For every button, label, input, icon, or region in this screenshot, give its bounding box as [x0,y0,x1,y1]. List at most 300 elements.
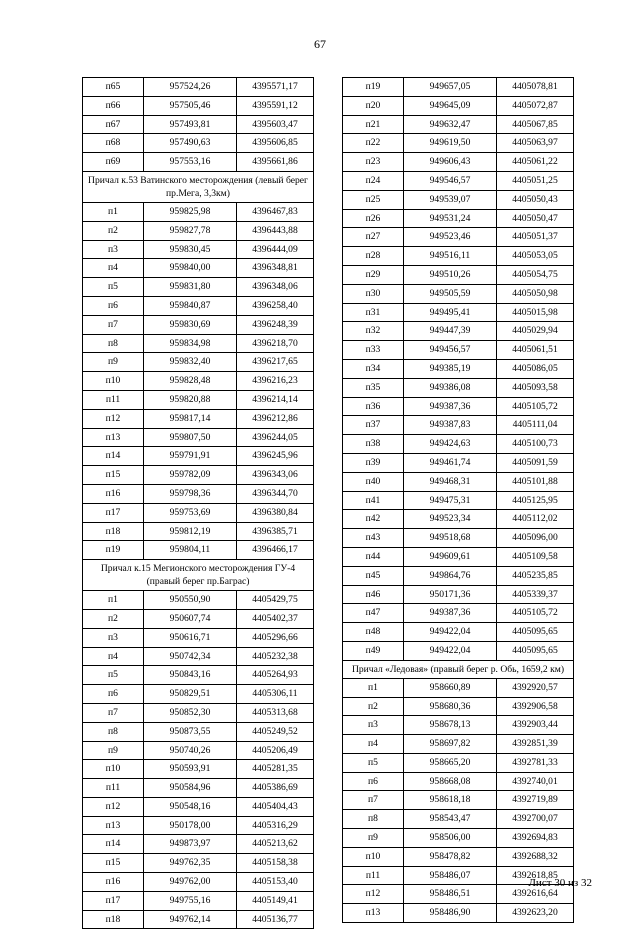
y-coordinate-cell: 4392851,39 [497,735,574,754]
y-coordinate-cell: 4405109,58 [497,547,574,566]
table-row [343,585,574,604]
point-id-cell: п7 [343,791,404,810]
sheet-footer: Лист 30 из 32 [528,877,592,889]
point-id-cell: п43 [343,529,404,548]
point-id-cell: п5 [83,278,144,297]
table-row [343,791,574,810]
point-id-cell: п4 [343,735,404,754]
x-coordinate-cell: 949456,57 [404,341,497,360]
y-coordinate-cell: 4396214,14 [237,390,314,409]
table-row [343,171,574,190]
x-coordinate-cell: 950740,26 [144,741,237,760]
y-coordinate-cell: 4405249,52 [237,722,314,741]
y-coordinate-cell: 4405386,69 [237,779,314,798]
table-row [83,484,314,503]
x-coordinate-cell: 959828,48 [144,372,237,391]
point-id-cell: п44 [343,547,404,566]
x-coordinate-cell: 949657,05 [404,78,497,97]
table-row [343,510,574,529]
table-row [83,741,314,760]
y-coordinate-cell: 4396466,17 [237,541,314,560]
y-coordinate-cell: 4392719,89 [497,791,574,810]
point-id-cell: п13 [83,428,144,447]
point-id-cell: п35 [343,378,404,397]
y-coordinate-cell: 4405091,59 [497,453,574,472]
table-row [83,666,314,685]
table-row [83,240,314,259]
x-coordinate-cell: 949762,14 [144,910,237,929]
point-id-cell: п8 [343,810,404,829]
x-coordinate-cell: 959834,98 [144,334,237,353]
x-coordinate-cell: 958678,13 [404,716,497,735]
table-row [343,341,574,360]
x-coordinate-cell: 958478,82 [404,847,497,866]
y-coordinate-cell: 4392903,44 [497,716,574,735]
table-row [343,810,574,829]
table-row [83,722,314,741]
y-coordinate-cell: 4392688,32 [497,847,574,866]
y-coordinate-cell: 4392694,83 [497,829,574,848]
table-row [343,209,574,228]
point-id-cell: п45 [343,566,404,585]
x-coordinate-cell: 957524,26 [144,78,237,97]
x-coordinate-cell: 950548,16 [144,797,237,816]
x-coordinate-cell: 959791,91 [144,447,237,466]
point-id-cell: п41 [343,491,404,510]
table-row [83,278,314,297]
x-coordinate-cell: 949387,36 [404,604,497,623]
y-coordinate-cell: 4405053,05 [497,247,574,266]
table-row [83,134,314,153]
table-row [343,78,574,97]
table-row [83,353,314,372]
point-id-cell: п8 [83,334,144,353]
table-row [343,604,574,623]
table-row [343,716,574,735]
point-id-cell: п36 [343,397,404,416]
point-id-cell: п26 [343,209,404,228]
point-id-cell: п7 [83,315,144,334]
table-row [83,202,314,221]
x-coordinate-cell: 949516,11 [404,247,497,266]
x-coordinate-cell: 959807,50 [144,428,237,447]
x-coordinate-cell: 958680,36 [404,697,497,716]
table-row [343,735,574,754]
y-coordinate-cell: 4396218,70 [237,334,314,353]
y-coordinate-cell: 4405105,72 [497,604,574,623]
point-id-cell: п5 [83,666,144,685]
point-id-cell: п10 [343,847,404,866]
table-row [83,115,314,134]
x-coordinate-cell: 959830,45 [144,240,237,259]
table-row [343,453,574,472]
point-id-cell: п29 [343,265,404,284]
y-coordinate-cell: 4405153,40 [237,873,314,892]
point-id-cell: п8 [83,722,144,741]
x-coordinate-cell: 957493,81 [144,115,237,134]
table-row [343,435,574,454]
y-coordinate-cell: 4405050,43 [497,190,574,209]
point-id-cell: п4 [83,647,144,666]
y-coordinate-cell: 4396385,71 [237,522,314,541]
x-coordinate-cell: 949873,97 [144,835,237,854]
y-coordinate-cell: 4405136,77 [237,910,314,929]
x-coordinate-cell: 958486,07 [404,866,497,885]
table-row [343,190,574,209]
x-coordinate-cell: 949387,36 [404,397,497,416]
y-coordinate-cell: 4405402,37 [237,609,314,628]
y-coordinate-cell: 4405339,37 [497,585,574,604]
table-row [83,835,314,854]
y-coordinate-cell: 4405316,29 [237,816,314,835]
x-coordinate-cell: 959782,09 [144,466,237,485]
table-row [83,854,314,873]
y-coordinate-cell: 4396348,81 [237,259,314,278]
point-id-cell: п3 [83,240,144,259]
y-coordinate-cell: 4405095,65 [497,641,574,660]
y-coordinate-cell: 4395603,47 [237,115,314,134]
table-row [343,416,574,435]
y-coordinate-cell: 4396443,88 [237,221,314,240]
point-id-cell: п15 [83,466,144,485]
point-id-cell: п49 [343,641,404,660]
x-coordinate-cell: 949864,76 [404,566,497,585]
table-row [83,96,314,115]
point-id-cell: п33 [343,341,404,360]
y-coordinate-cell: 4405232,38 [237,647,314,666]
y-coordinate-cell: 4405054,75 [497,265,574,284]
x-coordinate-cell: 949609,61 [404,547,497,566]
point-id-cell: п19 [343,78,404,97]
table-row [343,247,574,266]
table-row [83,910,314,929]
point-id-cell: п38 [343,435,404,454]
point-id-cell: п48 [343,623,404,642]
x-coordinate-cell: 950584,96 [144,779,237,798]
table-row [83,891,314,910]
y-coordinate-cell: 4405158,38 [237,854,314,873]
point-id-cell: п9 [83,353,144,372]
point-id-cell: п32 [343,322,404,341]
y-coordinate-cell: 4405206,49 [237,741,314,760]
y-coordinate-cell: 4396467,83 [237,202,314,221]
point-id-cell: п6 [343,772,404,791]
y-coordinate-cell: 4405067,85 [497,115,574,134]
y-coordinate-cell: 4396348,06 [237,278,314,297]
x-coordinate-cell: 949531,24 [404,209,497,228]
x-coordinate-cell: 949645,09 [404,96,497,115]
point-id-cell: п66 [83,96,144,115]
point-id-cell: п10 [83,372,144,391]
y-coordinate-cell: 4392906,58 [497,697,574,716]
y-coordinate-cell: 4396444,09 [237,240,314,259]
right-coordinates-column [342,77,574,923]
point-id-cell: п16 [83,873,144,892]
x-coordinate-cell: 950616,71 [144,628,237,647]
point-id-cell: п1 [83,591,144,610]
point-id-cell: п3 [83,628,144,647]
x-coordinate-cell: 950852,30 [144,703,237,722]
y-coordinate-cell: 4405125,95 [497,491,574,510]
point-id-cell: п2 [83,609,144,628]
point-id-cell: п9 [343,829,404,848]
x-coordinate-cell: 959820,88 [144,390,237,409]
y-coordinate-cell: 4396217,65 [237,353,314,372]
y-coordinate-cell: 4405063,97 [497,134,574,153]
table-row [83,296,314,315]
x-coordinate-cell: 950843,16 [144,666,237,685]
x-coordinate-cell: 949539,07 [404,190,497,209]
y-coordinate-cell: 4405296,66 [237,628,314,647]
x-coordinate-cell: 959753,69 [144,503,237,522]
x-coordinate-cell: 949505,59 [404,284,497,303]
y-coordinate-cell: 4396245,96 [237,447,314,466]
point-id-cell: п42 [343,510,404,529]
table-row [83,591,314,610]
x-coordinate-cell: 949422,04 [404,623,497,642]
point-id-cell: п23 [343,153,404,172]
x-coordinate-cell: 949422,04 [404,641,497,660]
x-coordinate-cell: 958697,82 [404,735,497,754]
point-id-cell: п11 [83,390,144,409]
table-row [343,529,574,548]
table-row [343,904,574,923]
point-id-cell: п28 [343,247,404,266]
point-id-cell: п4 [83,259,144,278]
x-coordinate-cell: 958668,08 [404,772,497,791]
x-coordinate-cell: 959831,80 [144,278,237,297]
point-id-cell: п20 [343,96,404,115]
point-id-cell: п69 [83,153,144,172]
point-id-cell: п13 [343,904,404,923]
x-coordinate-cell: 949523,46 [404,228,497,247]
point-id-cell: п22 [343,134,404,153]
section-header-row [83,560,314,591]
x-coordinate-cell: 949461,74 [404,453,497,472]
y-coordinate-cell: 4405078,81 [497,78,574,97]
x-coordinate-cell: 950550,90 [144,591,237,610]
point-id-cell: п37 [343,416,404,435]
x-coordinate-cell: 959798,36 [144,484,237,503]
table-row [83,647,314,666]
y-coordinate-cell: 4405112,02 [497,510,574,529]
y-coordinate-cell: 4405093,58 [497,378,574,397]
table-row [343,753,574,772]
point-id-cell: п18 [83,910,144,929]
y-coordinate-cell: 4405072,87 [497,96,574,115]
x-coordinate-cell: 949495,41 [404,303,497,322]
table-row [83,816,314,835]
y-coordinate-cell: 4392920,57 [497,678,574,697]
y-coordinate-cell: 4396258,40 [237,296,314,315]
point-id-cell: п14 [83,447,144,466]
x-coordinate-cell: 950607,74 [144,609,237,628]
x-coordinate-cell: 949510,26 [404,265,497,284]
point-id-cell: п3 [343,716,404,735]
x-coordinate-cell: 958543,47 [404,810,497,829]
y-coordinate-cell: 4392700,07 [497,810,574,829]
point-id-cell: п12 [83,409,144,428]
point-id-cell: п2 [83,221,144,240]
y-coordinate-cell: 4405050,98 [497,284,574,303]
table-row [343,566,574,585]
y-coordinate-cell: 4405051,37 [497,228,574,247]
section-header-row [343,660,574,678]
section-title: Причал к.15 Мегионского месторождения ГУ-4 (правый берег пр.Баграс) [83,560,314,591]
y-coordinate-cell: 4396212,86 [237,409,314,428]
y-coordinate-cell: 4392616,64 [497,885,574,904]
y-coordinate-cell: 4405100,73 [497,435,574,454]
point-id-cell: п12 [343,885,404,904]
table-row [343,96,574,115]
table-row [83,315,314,334]
table-row [83,428,314,447]
y-coordinate-cell: 4395661,86 [237,153,314,172]
y-coordinate-cell: 4392623,20 [497,904,574,923]
x-coordinate-cell: 957490,63 [144,134,237,153]
y-coordinate-cell: 4395591,12 [237,96,314,115]
y-coordinate-cell: 4405015,98 [497,303,574,322]
x-coordinate-cell: 949762,35 [144,854,237,873]
point-id-cell: п16 [83,484,144,503]
x-coordinate-cell: 958660,89 [404,678,497,697]
x-coordinate-cell: 959817,14 [144,409,237,428]
x-coordinate-cell: 958665,20 [404,753,497,772]
table-row [83,873,314,892]
table-row [343,153,574,172]
table-row [343,284,574,303]
x-coordinate-cell: 959804,11 [144,541,237,560]
y-coordinate-cell: 4405429,75 [237,591,314,610]
x-coordinate-cell: 959827,78 [144,221,237,240]
x-coordinate-cell: 949523,34 [404,510,497,529]
point-id-cell: п11 [343,866,404,885]
table-row [83,409,314,428]
left-coordinates-column [82,77,314,929]
point-id-cell: п2 [343,697,404,716]
y-coordinate-cell: 4405213,62 [237,835,314,854]
table-row [343,847,574,866]
point-id-cell: п7 [83,703,144,722]
x-coordinate-cell: 959825,98 [144,202,237,221]
y-coordinate-cell: 4405061,51 [497,341,574,360]
table-row [83,447,314,466]
point-id-cell: п13 [83,816,144,835]
y-coordinate-cell: 4395606,85 [237,134,314,153]
point-id-cell: п40 [343,472,404,491]
section-header-row [83,171,314,202]
point-id-cell: п27 [343,228,404,247]
y-coordinate-cell: 4405264,93 [237,666,314,685]
point-id-cell: п68 [83,134,144,153]
x-coordinate-cell: 950742,34 [144,647,237,666]
x-coordinate-cell: 950593,91 [144,760,237,779]
table-row [83,503,314,522]
table-row [343,472,574,491]
x-coordinate-cell: 949386,08 [404,378,497,397]
x-coordinate-cell: 959840,87 [144,296,237,315]
y-coordinate-cell: 4405086,05 [497,359,574,378]
point-id-cell: п67 [83,115,144,134]
table-row [343,623,574,642]
table-row [83,522,314,541]
x-coordinate-cell: 959840,00 [144,259,237,278]
point-id-cell: п1 [83,202,144,221]
y-coordinate-cell: 4405051,25 [497,171,574,190]
table-row [83,609,314,628]
point-id-cell: п10 [83,760,144,779]
x-coordinate-cell: 957505,46 [144,96,237,115]
table-row [83,78,314,97]
x-coordinate-cell: 949468,31 [404,472,497,491]
table-row [83,628,314,647]
table-row [343,772,574,791]
section-title: Причал к.53 Ватинского месторождения (левый берег пр.Мега, 3,3км) [83,171,314,202]
x-coordinate-cell: 958506,00 [404,829,497,848]
point-id-cell: п17 [83,891,144,910]
table-row [83,153,314,172]
x-coordinate-cell: 949475,31 [404,491,497,510]
x-coordinate-cell: 958486,90 [404,904,497,923]
table-row [83,259,314,278]
y-coordinate-cell: 4396380,84 [237,503,314,522]
x-coordinate-cell: 949755,16 [144,891,237,910]
table-row [343,378,574,397]
table-row [83,541,314,560]
point-id-cell: п30 [343,284,404,303]
table-row [343,228,574,247]
x-coordinate-cell: 958486,51 [404,885,497,904]
table-row [343,678,574,697]
point-id-cell: п15 [83,854,144,873]
x-coordinate-cell: 949447,39 [404,322,497,341]
table-row [83,760,314,779]
table-row [343,397,574,416]
x-coordinate-cell: 950178,00 [144,816,237,835]
y-coordinate-cell: 4392781,33 [497,753,574,772]
left-coordinates-table [82,77,314,929]
point-id-cell: п24 [343,171,404,190]
y-coordinate-cell: 4405404,43 [237,797,314,816]
table-row [83,685,314,704]
x-coordinate-cell: 957553,16 [144,153,237,172]
y-coordinate-cell: 4405281,35 [237,760,314,779]
table-row [343,359,574,378]
table-row [83,221,314,240]
y-coordinate-cell: 4405096,00 [497,529,574,548]
x-coordinate-cell: 949606,43 [404,153,497,172]
y-coordinate-cell: 4396216,23 [237,372,314,391]
point-id-cell: п5 [343,753,404,772]
section-title: Причал «Ледовая» (правый берег р. Обь, 1659,2 км) [343,660,574,678]
point-id-cell: п6 [83,685,144,704]
table-row [343,829,574,848]
point-id-cell: п46 [343,585,404,604]
table-row [343,322,574,341]
point-id-cell: п31 [343,303,404,322]
table-row [83,797,314,816]
x-coordinate-cell: 949632,47 [404,115,497,134]
point-id-cell: п19 [83,541,144,560]
x-coordinate-cell: 950873,55 [144,722,237,741]
right-coordinates-table [342,77,574,923]
y-coordinate-cell: 4405105,72 [497,397,574,416]
table-row [343,134,574,153]
table-row [343,697,574,716]
y-coordinate-cell: 4392740,01 [497,772,574,791]
x-coordinate-cell: 949762,00 [144,873,237,892]
y-coordinate-cell: 4405050,47 [497,209,574,228]
